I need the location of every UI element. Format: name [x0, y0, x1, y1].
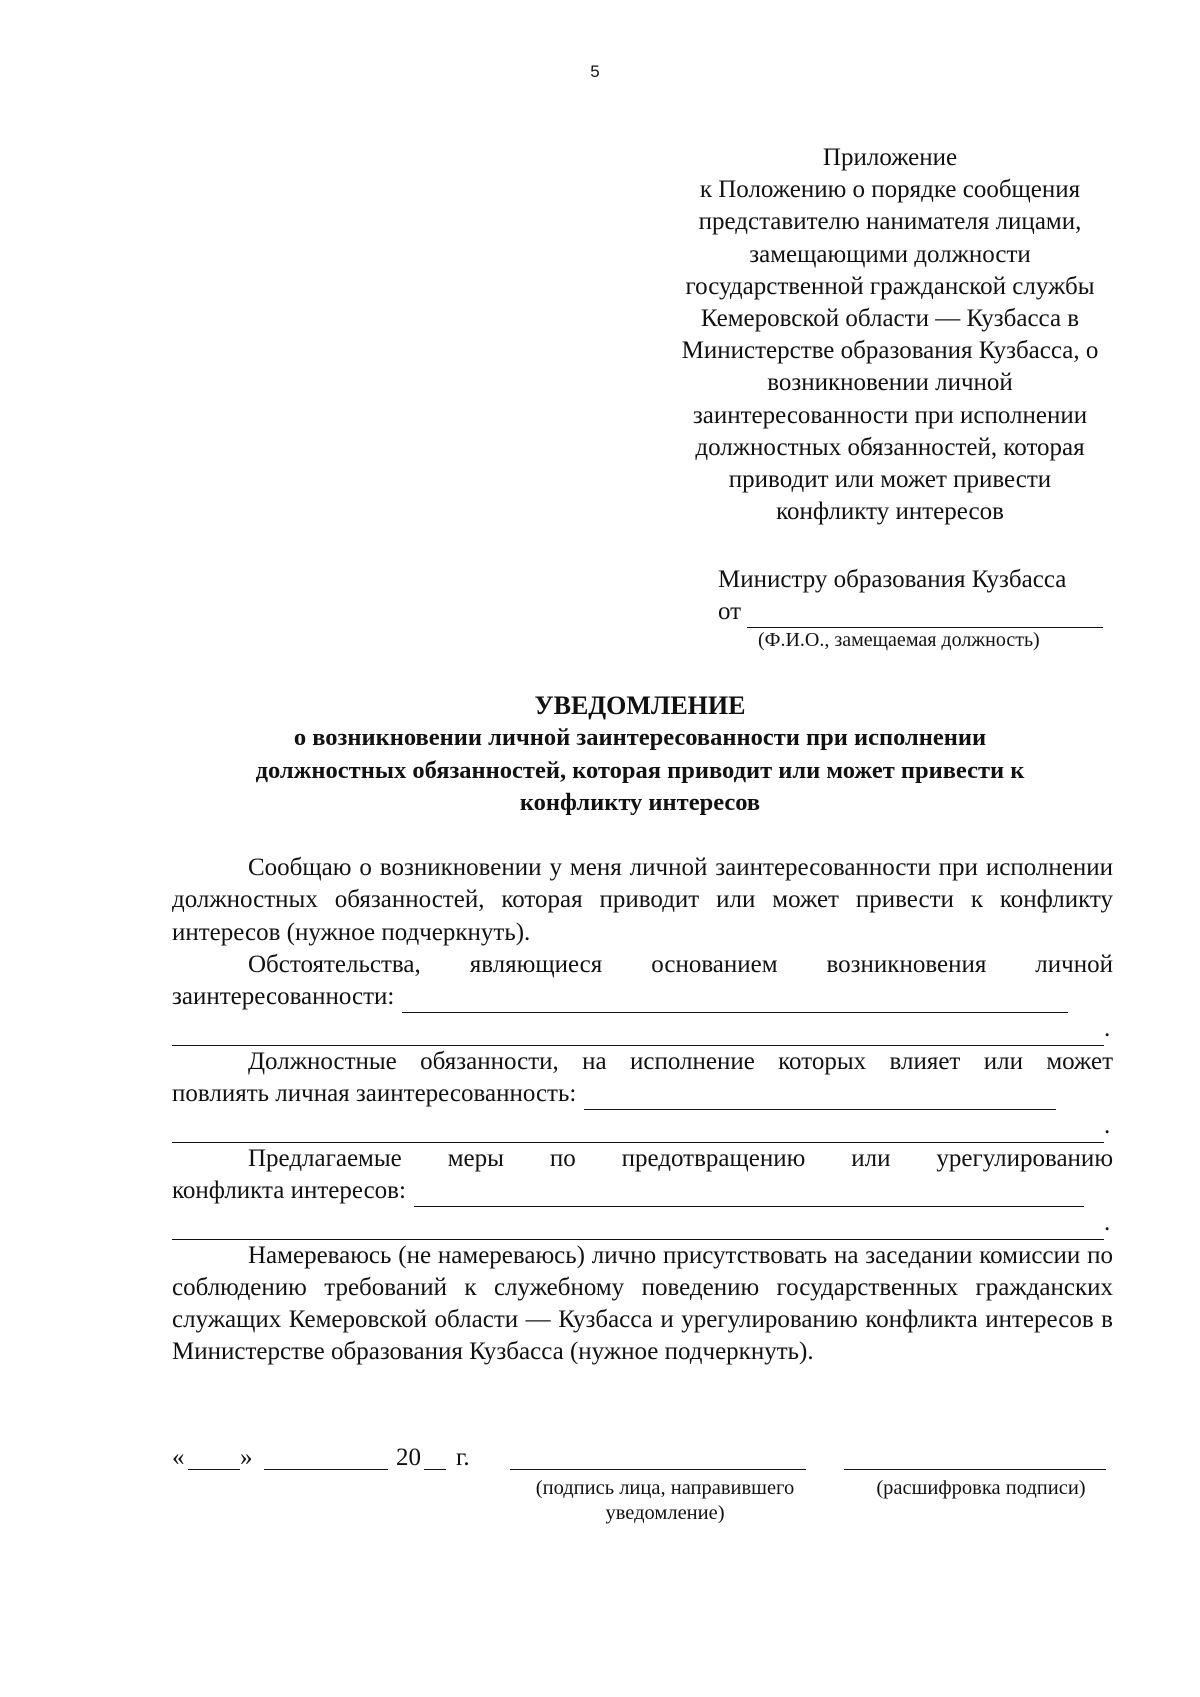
duties-row-2 — [172, 1110, 1113, 1142]
paragraph-report: Сообщаю о возникновении у меня личной заинтересованности при исполнении должностных обязанностей, которая приводит или может привести к конфликту интересов (нужное подчеркнуть). — [172, 854, 1113, 946]
signature-caption-line: (подпись лица, направившего — [535, 1477, 795, 1499]
date-open-quote: « — [172, 1444, 185, 1471]
appendix-line: должностных обязанностей, которая — [695, 433, 1085, 461]
appendix-line: Министерстве образования Кузбасса, о — [681, 337, 1099, 365]
circumstances-fill-line[interactable] — [402, 988, 1068, 1013]
paragraph-attendance: Намереваюсь (не намереваюсь) лично присутствовать на заседании комиссии по соблюдению требований к служебному поведению государственных гражданских служащих Кемеровской области — Кузбасса и урегулированию конфликта интересов в Министерстве образования Кузбасса (нужное подчеркнуть). — [172, 1241, 1113, 1366]
decoding-fill-line[interactable] — [844, 1469, 1106, 1470]
month-fill-line[interactable] — [264, 1469, 388, 1470]
measures-fill-line-2[interactable] — [172, 1215, 1104, 1240]
signature-caption — [500, 1476, 830, 1526]
year-suffix: г. — [456, 1444, 470, 1471]
duties-fill-line[interactable] — [584, 1085, 1056, 1110]
line-end-dot: . — [1104, 1015, 1111, 1043]
paragraph-duties: Должностные обязанности, на исполнение которых влияет или может — [248, 1047, 1113, 1075]
measures-fill-line[interactable] — [414, 1182, 1084, 1207]
measures-row — [172, 1175, 1113, 1207]
duties-row — [172, 1078, 1113, 1110]
addressee-from-line — [718, 596, 1118, 628]
signature-row — [172, 1436, 1113, 1476]
appendix-line: к Положению о порядке сообщения — [699, 176, 1081, 204]
duties-fill-line-2[interactable] — [172, 1118, 1104, 1143]
addressee-block — [718, 564, 1118, 628]
paragraph-measures: Предлагаемые меры по предотвращению или урегулированию — [248, 1144, 1113, 1172]
appendix-line: Кемеровской области — Кузбасса в — [700, 305, 1080, 333]
measures-row-2 — [172, 1207, 1113, 1239]
measures-label: конфликта интересов: — [172, 1176, 406, 1204]
page-number: 5 — [590, 62, 600, 81]
document-title: УВЕДОМЛЕНИЕ — [534, 691, 746, 720]
signature-caption-line: уведомление) — [605, 1502, 725, 1524]
year-fill-line[interactable] — [424, 1469, 446, 1470]
fio-caption: (Ф.И.О., замещаемая должность) — [758, 629, 1040, 651]
appendix-line: конфликту интересов — [776, 498, 1004, 526]
line-end-dot: . — [1104, 1112, 1111, 1140]
paragraph-circumstances: Обстоятельства, являющиеся основанием возникновения личной — [248, 950, 1113, 978]
appendix-line: заинтересованности при исполнении — [692, 401, 1088, 429]
year-prefix: 20 — [396, 1444, 421, 1471]
appendix-line: Приложение — [822, 144, 958, 171]
line-end-dot: . — [1104, 1209, 1111, 1237]
subtitle-line: должностных обязанностей, которая приводит или может привести к — [255, 756, 1025, 784]
appendix-line: представителю нанимателя лицами, — [698, 208, 1082, 236]
from-label: от — [718, 598, 742, 625]
date-close-quote: » — [240, 1444, 253, 1471]
notification-body — [172, 852, 1113, 1369]
document-subtitle — [180, 722, 1100, 820]
appendix-line: государственной гражданской службы — [685, 272, 1095, 300]
appendix-line: приводит или может привести — [728, 466, 1052, 494]
subtitle-line: конфликту интересов — [519, 789, 761, 816]
appendix-header — [600, 142, 1180, 528]
from-fill-line[interactable] — [747, 603, 1103, 628]
appendix-line: возникновении личной — [767, 369, 1013, 397]
day-fill-line[interactable] — [188, 1469, 240, 1470]
appendix-line: замещающими должности — [749, 240, 1031, 268]
subtitle-line: о возникновении личной заинтересованности при исполнении — [293, 724, 987, 751]
circumstances-row-2 — [172, 1013, 1113, 1045]
signature-fill-line[interactable] — [510, 1469, 806, 1470]
circumstances-label: заинтересованности: — [172, 983, 395, 1011]
circumstances-fill-line-2[interactable] — [172, 1021, 1104, 1046]
decoding-caption: (расшифровка подписи) — [876, 1477, 1086, 1499]
circumstances-row — [172, 981, 1113, 1013]
duties-label: повлиять личная заинтересованность: — [172, 1080, 577, 1108]
addressee-to: Министру образования Кузбасса — [718, 566, 1067, 593]
